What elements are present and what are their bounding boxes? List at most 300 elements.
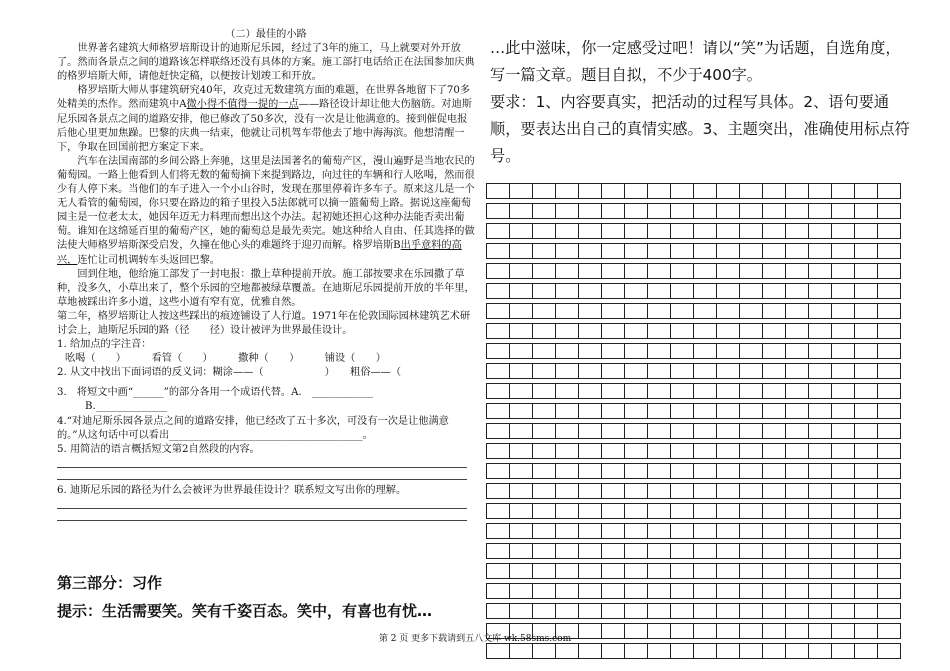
grid-cell[interactable] bbox=[648, 404, 671, 419]
grid-cell[interactable] bbox=[809, 484, 832, 499]
grid-cell[interactable] bbox=[556, 264, 579, 279]
grid-cell[interactable] bbox=[487, 364, 510, 379]
grid-cell[interactable] bbox=[648, 244, 671, 259]
grid-cell[interactable] bbox=[763, 284, 786, 299]
grid-cell[interactable] bbox=[740, 284, 763, 299]
grid-cell[interactable] bbox=[648, 384, 671, 399]
grid-cell[interactable] bbox=[717, 264, 740, 279]
grid-cell[interactable] bbox=[878, 604, 901, 619]
grid-cell[interactable] bbox=[671, 324, 694, 339]
grid-cell[interactable] bbox=[878, 224, 901, 239]
grid-cell[interactable] bbox=[510, 364, 533, 379]
grid-cell[interactable] bbox=[809, 364, 832, 379]
grid-cell[interactable] bbox=[786, 584, 809, 599]
grid-cell[interactable] bbox=[510, 204, 533, 219]
grid-cell[interactable] bbox=[832, 244, 855, 259]
grid-cell[interactable] bbox=[556, 184, 579, 199]
grid-cell[interactable] bbox=[579, 344, 602, 359]
grid-cell[interactable] bbox=[763, 384, 786, 399]
grid-cell[interactable] bbox=[556, 284, 579, 299]
grid-cell[interactable] bbox=[809, 284, 832, 299]
grid-cell[interactable] bbox=[671, 484, 694, 499]
writing-grid[interactable] bbox=[486, 183, 901, 659]
grid-cell[interactable] bbox=[533, 204, 556, 219]
grid-cell[interactable] bbox=[832, 184, 855, 199]
grid-cell[interactable] bbox=[832, 424, 855, 439]
grid-cell[interactable] bbox=[786, 324, 809, 339]
grid-cell[interactable] bbox=[625, 404, 648, 419]
grid-cell[interactable] bbox=[694, 184, 717, 199]
grid-cell[interactable] bbox=[579, 184, 602, 199]
grid-cell[interactable] bbox=[487, 264, 510, 279]
grid-cell[interactable] bbox=[694, 504, 717, 519]
grid-cell[interactable] bbox=[717, 584, 740, 599]
grid-cell[interactable] bbox=[625, 364, 648, 379]
grid-cell[interactable] bbox=[556, 364, 579, 379]
grid-cell[interactable] bbox=[533, 284, 556, 299]
grid-cell[interactable] bbox=[602, 344, 625, 359]
grid-cell[interactable] bbox=[510, 304, 533, 319]
grid-cell[interactable] bbox=[487, 244, 510, 259]
grid-cell[interactable] bbox=[740, 324, 763, 339]
grid-cell[interactable] bbox=[740, 504, 763, 519]
grid-cell[interactable] bbox=[579, 584, 602, 599]
grid-cell[interactable] bbox=[763, 564, 786, 579]
grid-cell[interactable] bbox=[579, 644, 602, 659]
grid-cell[interactable] bbox=[694, 524, 717, 539]
grid-cell[interactable] bbox=[786, 544, 809, 559]
grid-cell[interactable] bbox=[855, 404, 878, 419]
grid-cell[interactable] bbox=[763, 504, 786, 519]
grid-cell[interactable] bbox=[809, 524, 832, 539]
grid-cell[interactable] bbox=[740, 584, 763, 599]
grid-cell[interactable] bbox=[717, 344, 740, 359]
grid-cell[interactable] bbox=[671, 584, 694, 599]
grid-cell[interactable] bbox=[717, 284, 740, 299]
grid-cell[interactable] bbox=[832, 344, 855, 359]
grid-cell[interactable] bbox=[533, 304, 556, 319]
grid-cell[interactable] bbox=[510, 384, 533, 399]
grid-cell[interactable] bbox=[855, 384, 878, 399]
grid-cell[interactable] bbox=[832, 324, 855, 339]
grid-cell[interactable] bbox=[533, 404, 556, 419]
grid-cell[interactable] bbox=[878, 304, 901, 319]
grid-cell[interactable] bbox=[694, 244, 717, 259]
grid-cell[interactable] bbox=[832, 264, 855, 279]
grid-cell[interactable] bbox=[579, 604, 602, 619]
grid-cell[interactable] bbox=[809, 244, 832, 259]
grid-cell[interactable] bbox=[786, 464, 809, 479]
grid-cell[interactable] bbox=[832, 444, 855, 459]
grid-cell[interactable] bbox=[832, 524, 855, 539]
grid-cell[interactable] bbox=[717, 544, 740, 559]
grid-cell[interactable] bbox=[763, 424, 786, 439]
grid-cell[interactable] bbox=[625, 564, 648, 579]
grid-cell[interactable] bbox=[671, 424, 694, 439]
grid-cell[interactable] bbox=[487, 544, 510, 559]
grid-cell[interactable] bbox=[533, 564, 556, 579]
grid-cell[interactable] bbox=[510, 604, 533, 619]
grid-cell[interactable] bbox=[487, 224, 510, 239]
grid-cell[interactable] bbox=[579, 544, 602, 559]
grid-cell[interactable] bbox=[878, 444, 901, 459]
grid-cell[interactable] bbox=[625, 604, 648, 619]
grid-cell[interactable] bbox=[694, 404, 717, 419]
grid-cell[interactable] bbox=[740, 484, 763, 499]
grid-cell[interactable] bbox=[717, 324, 740, 339]
grid-cell[interactable] bbox=[694, 284, 717, 299]
grid-cell[interactable] bbox=[556, 444, 579, 459]
grid-cell[interactable] bbox=[809, 464, 832, 479]
grid-cell[interactable] bbox=[717, 604, 740, 619]
grid-cell[interactable] bbox=[510, 344, 533, 359]
grid-cell[interactable] bbox=[602, 364, 625, 379]
grid-cell[interactable] bbox=[602, 384, 625, 399]
grid-cell[interactable] bbox=[602, 484, 625, 499]
grid-cell[interactable] bbox=[717, 424, 740, 439]
grid-cell[interactable] bbox=[625, 464, 648, 479]
grid-cell[interactable] bbox=[556, 524, 579, 539]
grid-cell[interactable] bbox=[809, 604, 832, 619]
grid-cell[interactable] bbox=[602, 604, 625, 619]
grid-cell[interactable] bbox=[694, 204, 717, 219]
grid-cell[interactable] bbox=[510, 284, 533, 299]
grid-cell[interactable] bbox=[786, 204, 809, 219]
grid-cell[interactable] bbox=[579, 364, 602, 379]
grid-cell[interactable] bbox=[717, 504, 740, 519]
grid-cell[interactable] bbox=[717, 564, 740, 579]
grid-cell[interactable] bbox=[878, 284, 901, 299]
grid-cell[interactable] bbox=[740, 204, 763, 219]
grid-cell[interactable] bbox=[694, 264, 717, 279]
grid-cell[interactable] bbox=[487, 404, 510, 419]
grid-cell[interactable] bbox=[878, 644, 901, 659]
grid-cell[interactable] bbox=[786, 364, 809, 379]
grid-cell[interactable] bbox=[533, 244, 556, 259]
grid-cell[interactable] bbox=[487, 584, 510, 599]
grid-cell[interactable] bbox=[556, 224, 579, 239]
grid-cell[interactable] bbox=[694, 644, 717, 659]
grid-cell[interactable] bbox=[832, 364, 855, 379]
grid-cell[interactable] bbox=[579, 424, 602, 439]
grid-cell[interactable] bbox=[786, 484, 809, 499]
grid-cell[interactable] bbox=[694, 444, 717, 459]
grid-cell[interactable] bbox=[832, 304, 855, 319]
grid-cell[interactable] bbox=[487, 384, 510, 399]
grid-cell[interactable] bbox=[855, 604, 878, 619]
grid-cell[interactable] bbox=[510, 424, 533, 439]
grid-cell[interactable] bbox=[579, 304, 602, 319]
grid-cell[interactable] bbox=[740, 384, 763, 399]
grid-cell[interactable] bbox=[510, 184, 533, 199]
grid-cell[interactable] bbox=[740, 564, 763, 579]
grid-cell[interactable] bbox=[487, 444, 510, 459]
grid-cell[interactable] bbox=[717, 364, 740, 379]
grid-cell[interactable] bbox=[671, 204, 694, 219]
grid-cell[interactable] bbox=[717, 444, 740, 459]
grid-cell[interactable] bbox=[533, 504, 556, 519]
grid-cell[interactable] bbox=[510, 644, 533, 659]
grid-cell[interactable] bbox=[809, 184, 832, 199]
grid-cell[interactable] bbox=[671, 404, 694, 419]
grid-cell[interactable] bbox=[625, 444, 648, 459]
grid-cell[interactable] bbox=[740, 444, 763, 459]
grid-cell[interactable] bbox=[763, 484, 786, 499]
grid-cell[interactable] bbox=[556, 404, 579, 419]
grid-cell[interactable] bbox=[510, 544, 533, 559]
answer-line[interactable] bbox=[57, 459, 467, 468]
grid-cell[interactable] bbox=[717, 184, 740, 199]
grid-cell[interactable] bbox=[533, 544, 556, 559]
grid-cell[interactable] bbox=[809, 444, 832, 459]
grid-cell[interactable] bbox=[510, 504, 533, 519]
grid-cell[interactable] bbox=[878, 484, 901, 499]
grid-cell[interactable] bbox=[717, 464, 740, 479]
grid-cell[interactable] bbox=[671, 184, 694, 199]
grid-cell[interactable] bbox=[694, 424, 717, 439]
grid-cell[interactable] bbox=[648, 304, 671, 319]
grid-cell[interactable] bbox=[579, 484, 602, 499]
grid-cell[interactable] bbox=[648, 504, 671, 519]
grid-cell[interactable] bbox=[648, 544, 671, 559]
grid-cell[interactable] bbox=[487, 204, 510, 219]
grid-cell[interactable] bbox=[602, 564, 625, 579]
grid-cell[interactable] bbox=[763, 364, 786, 379]
grid-cell[interactable] bbox=[556, 464, 579, 479]
grid-cell[interactable] bbox=[694, 344, 717, 359]
grid-cell[interactable] bbox=[855, 524, 878, 539]
grid-cell[interactable] bbox=[786, 604, 809, 619]
grid-cell[interactable] bbox=[809, 344, 832, 359]
grid-cell[interactable] bbox=[832, 544, 855, 559]
grid-cell[interactable] bbox=[579, 384, 602, 399]
answer-line[interactable] bbox=[57, 500, 467, 509]
grid-cell[interactable] bbox=[602, 584, 625, 599]
grid-cell[interactable] bbox=[763, 524, 786, 539]
grid-cell[interactable] bbox=[786, 264, 809, 279]
grid-cell[interactable] bbox=[625, 544, 648, 559]
grid-cell[interactable] bbox=[533, 644, 556, 659]
grid-cell[interactable] bbox=[855, 184, 878, 199]
grid-cell[interactable] bbox=[809, 324, 832, 339]
grid-cell[interactable] bbox=[487, 344, 510, 359]
grid-cell[interactable] bbox=[487, 504, 510, 519]
grid-cell[interactable] bbox=[763, 264, 786, 279]
grid-cell[interactable] bbox=[671, 364, 694, 379]
grid-cell[interactable] bbox=[855, 344, 878, 359]
grid-cell[interactable] bbox=[878, 184, 901, 199]
grid-cell[interactable] bbox=[763, 204, 786, 219]
grid-cell[interactable] bbox=[832, 284, 855, 299]
grid-cell[interactable] bbox=[855, 264, 878, 279]
grid-cell[interactable] bbox=[533, 484, 556, 499]
grid-cell[interactable] bbox=[694, 464, 717, 479]
grid-cell[interactable] bbox=[510, 584, 533, 599]
grid-cell[interactable] bbox=[809, 224, 832, 239]
grid-cell[interactable] bbox=[579, 404, 602, 419]
grid-cell[interactable] bbox=[694, 304, 717, 319]
grid-cell[interactable] bbox=[671, 244, 694, 259]
grid-cell[interactable] bbox=[832, 484, 855, 499]
grid-cell[interactable] bbox=[510, 564, 533, 579]
grid-cell[interactable] bbox=[740, 544, 763, 559]
grid-cell[interactable] bbox=[533, 184, 556, 199]
grid-cell[interactable] bbox=[625, 344, 648, 359]
grid-cell[interactable] bbox=[487, 324, 510, 339]
grid-cell[interactable] bbox=[510, 484, 533, 499]
grid-cell[interactable] bbox=[487, 644, 510, 659]
grid-cell[interactable] bbox=[579, 224, 602, 239]
grid-cell[interactable] bbox=[878, 564, 901, 579]
answer-line[interactable] bbox=[57, 512, 467, 521]
grid-cell[interactable] bbox=[855, 564, 878, 579]
grid-cell[interactable] bbox=[556, 644, 579, 659]
grid-cell[interactable] bbox=[556, 544, 579, 559]
grid-cell[interactable] bbox=[832, 564, 855, 579]
grid-cell[interactable] bbox=[648, 604, 671, 619]
grid-cell[interactable] bbox=[878, 264, 901, 279]
grid-cell[interactable] bbox=[556, 604, 579, 619]
grid-cell[interactable] bbox=[556, 484, 579, 499]
grid-cell[interactable] bbox=[740, 644, 763, 659]
grid-cell[interactable] bbox=[602, 324, 625, 339]
grid-cell[interactable] bbox=[510, 244, 533, 259]
grid-cell[interactable] bbox=[625, 424, 648, 439]
grid-cell[interactable] bbox=[809, 204, 832, 219]
grid-cell[interactable] bbox=[855, 304, 878, 319]
grid-cell[interactable] bbox=[740, 264, 763, 279]
grid-cell[interactable] bbox=[740, 524, 763, 539]
grid-cell[interactable] bbox=[602, 404, 625, 419]
grid-cell[interactable] bbox=[556, 324, 579, 339]
grid-cell[interactable] bbox=[533, 444, 556, 459]
grid-cell[interactable] bbox=[855, 644, 878, 659]
grid-cell[interactable] bbox=[533, 224, 556, 239]
grid-cell[interactable] bbox=[809, 644, 832, 659]
grid-cell[interactable] bbox=[648, 344, 671, 359]
grid-cell[interactable] bbox=[694, 224, 717, 239]
grid-cell[interactable] bbox=[809, 404, 832, 419]
grid-cell[interactable] bbox=[510, 404, 533, 419]
grid-cell[interactable] bbox=[786, 504, 809, 519]
grid-cell[interactable] bbox=[786, 244, 809, 259]
grid-cell[interactable] bbox=[579, 204, 602, 219]
grid-cell[interactable] bbox=[855, 204, 878, 219]
grid-cell[interactable] bbox=[763, 184, 786, 199]
grid-cell[interactable] bbox=[786, 344, 809, 359]
grid-cell[interactable] bbox=[602, 544, 625, 559]
grid-cell[interactable] bbox=[602, 524, 625, 539]
grid-cell[interactable] bbox=[625, 284, 648, 299]
grid-cell[interactable] bbox=[510, 224, 533, 239]
grid-cell[interactable] bbox=[763, 584, 786, 599]
grid-cell[interactable] bbox=[809, 264, 832, 279]
grid-cell[interactable] bbox=[556, 244, 579, 259]
grid-cell[interactable] bbox=[556, 304, 579, 319]
grid-cell[interactable] bbox=[763, 644, 786, 659]
grid-cell[interactable] bbox=[763, 324, 786, 339]
grid-cell[interactable] bbox=[786, 304, 809, 319]
grid-cell[interactable] bbox=[717, 244, 740, 259]
grid-cell[interactable] bbox=[556, 344, 579, 359]
grid-cell[interactable] bbox=[878, 544, 901, 559]
grid-cell[interactable] bbox=[832, 584, 855, 599]
grid-cell[interactable] bbox=[786, 184, 809, 199]
grid-cell[interactable] bbox=[556, 204, 579, 219]
grid-cell[interactable] bbox=[694, 324, 717, 339]
grid-cell[interactable] bbox=[579, 504, 602, 519]
grid-cell[interactable] bbox=[763, 544, 786, 559]
grid-cell[interactable] bbox=[556, 424, 579, 439]
grid-cell[interactable] bbox=[602, 504, 625, 519]
grid-cell[interactable] bbox=[602, 284, 625, 299]
grid-cell[interactable] bbox=[809, 504, 832, 519]
grid-cell[interactable] bbox=[533, 424, 556, 439]
grid-cell[interactable] bbox=[809, 584, 832, 599]
grid-cell[interactable] bbox=[602, 644, 625, 659]
grid-cell[interactable] bbox=[878, 384, 901, 399]
grid-cell[interactable] bbox=[625, 504, 648, 519]
grid-cell[interactable] bbox=[602, 464, 625, 479]
grid-cell[interactable] bbox=[579, 264, 602, 279]
grid-cell[interactable] bbox=[740, 344, 763, 359]
grid-cell[interactable] bbox=[786, 284, 809, 299]
grid-cell[interactable] bbox=[809, 384, 832, 399]
grid-cell[interactable] bbox=[671, 564, 694, 579]
grid-cell[interactable] bbox=[763, 604, 786, 619]
grid-cell[interactable] bbox=[625, 644, 648, 659]
grid-cell[interactable] bbox=[510, 524, 533, 539]
grid-cell[interactable] bbox=[602, 224, 625, 239]
grid-cell[interactable] bbox=[510, 324, 533, 339]
grid-cell[interactable] bbox=[579, 524, 602, 539]
grid-cell[interactable] bbox=[717, 204, 740, 219]
grid-cell[interactable] bbox=[809, 564, 832, 579]
grid-cell[interactable] bbox=[717, 484, 740, 499]
grid-cell[interactable] bbox=[556, 584, 579, 599]
grid-cell[interactable] bbox=[648, 564, 671, 579]
grid-cell[interactable] bbox=[786, 524, 809, 539]
grid-cell[interactable] bbox=[717, 404, 740, 419]
grid-cell[interactable] bbox=[487, 464, 510, 479]
grid-cell[interactable] bbox=[579, 284, 602, 299]
grid-cell[interactable] bbox=[694, 484, 717, 499]
grid-cell[interactable] bbox=[625, 484, 648, 499]
grid-cell[interactable] bbox=[809, 544, 832, 559]
grid-cell[interactable] bbox=[786, 444, 809, 459]
grid-cell[interactable] bbox=[671, 264, 694, 279]
grid-cell[interactable] bbox=[740, 424, 763, 439]
grid-cell[interactable] bbox=[671, 464, 694, 479]
grid-cell[interactable] bbox=[602, 204, 625, 219]
grid-cell[interactable] bbox=[740, 464, 763, 479]
grid-cell[interactable] bbox=[694, 544, 717, 559]
grid-cell[interactable] bbox=[809, 424, 832, 439]
grid-cell[interactable] bbox=[648, 204, 671, 219]
grid-cell[interactable] bbox=[625, 524, 648, 539]
grid-cell[interactable] bbox=[763, 464, 786, 479]
grid-cell[interactable] bbox=[602, 184, 625, 199]
grid-cell[interactable] bbox=[533, 324, 556, 339]
grid-cell[interactable] bbox=[878, 404, 901, 419]
grid-cell[interactable] bbox=[510, 264, 533, 279]
grid-cell[interactable] bbox=[671, 524, 694, 539]
grid-cell[interactable] bbox=[809, 304, 832, 319]
grid-cell[interactable] bbox=[786, 384, 809, 399]
grid-cell[interactable] bbox=[694, 384, 717, 399]
grid-cell[interactable] bbox=[602, 424, 625, 439]
grid-cell[interactable] bbox=[533, 584, 556, 599]
